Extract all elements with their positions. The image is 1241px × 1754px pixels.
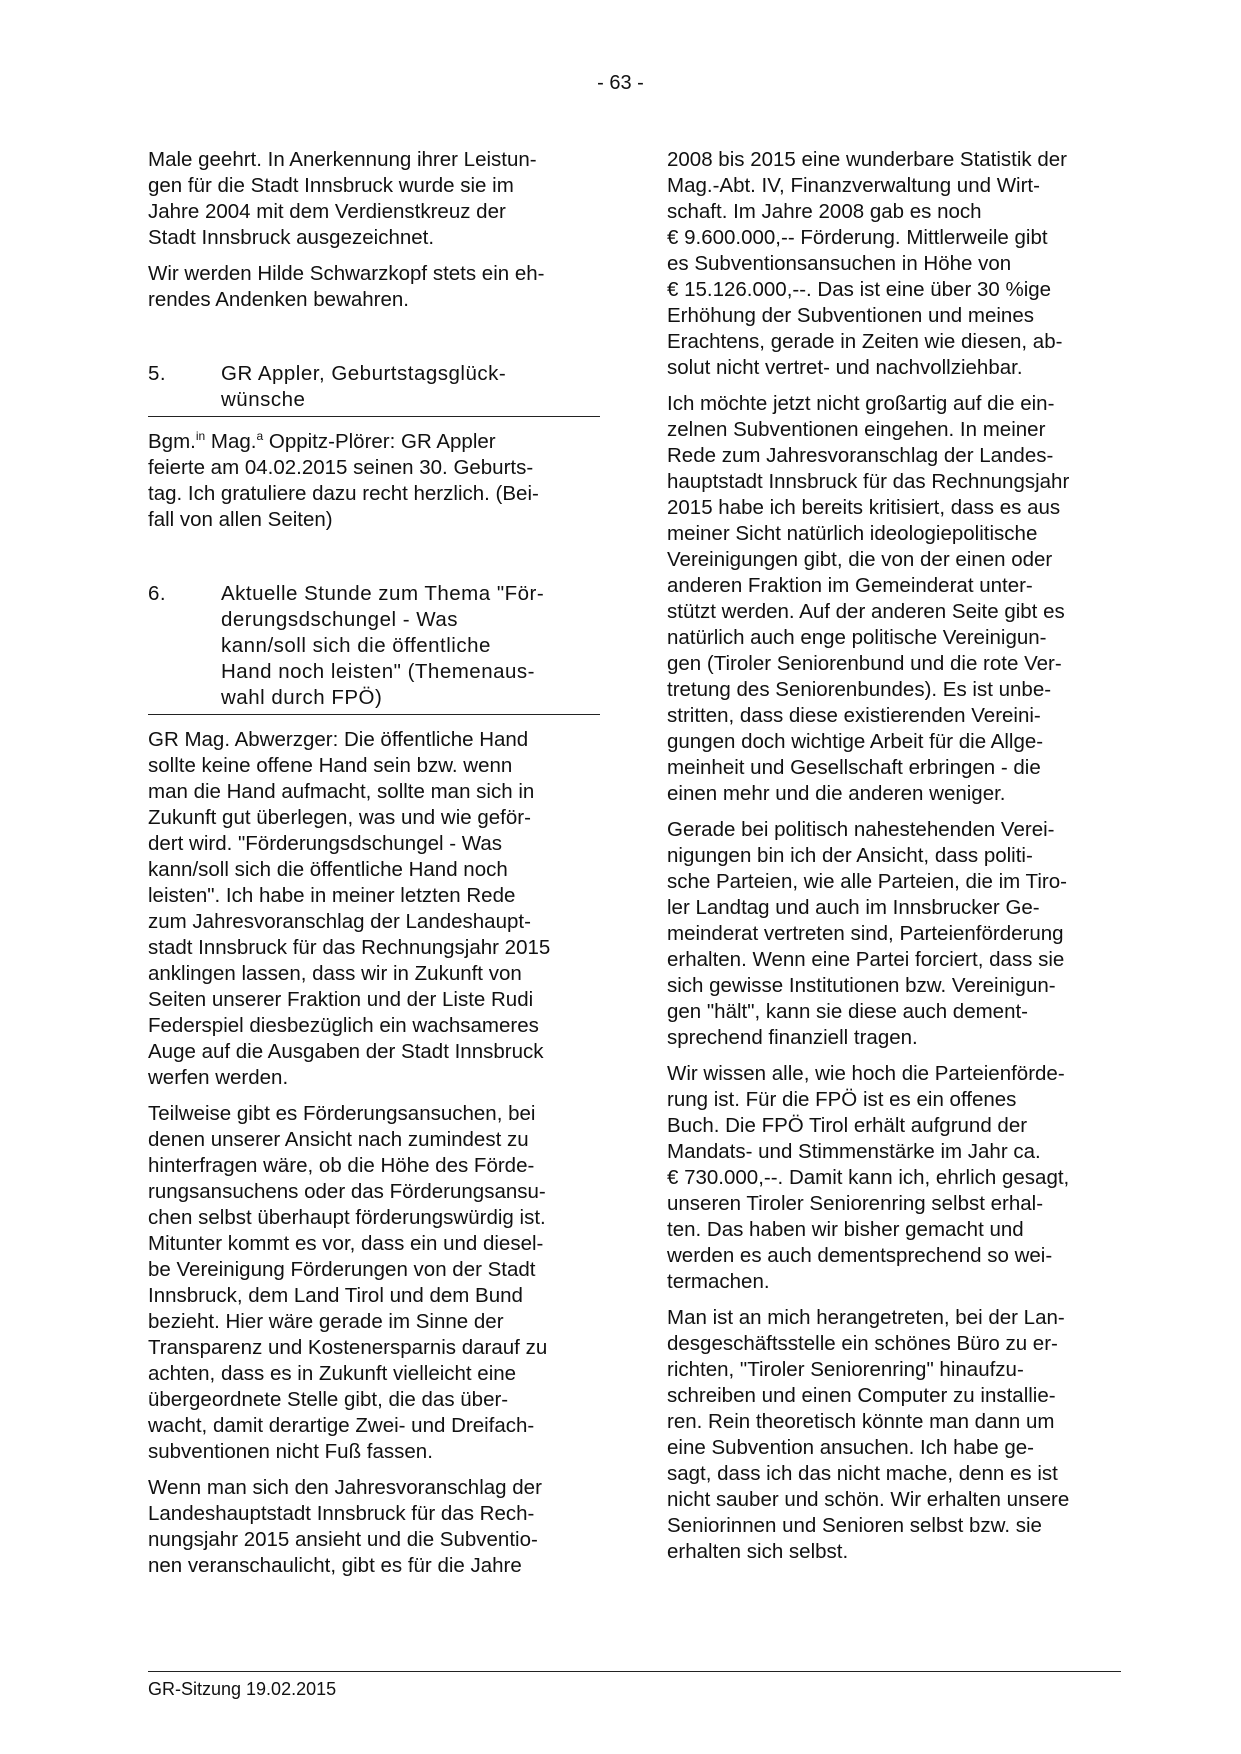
paragraph: Teilweise gibt es Förderungsansuchen, bei denen unserer Ansicht nach zumindest zu hinterfragen wäre, ob die Höhe des Förde- rungsansuchens oder das Förderungsansu- chen selbst überhaupt förderungswürdig ist. Mitunter kommt es vor, dass ein und diesel- be Vereinigung Förderungen von der Stadt Innsbruck, dem Land Tirol und dem Bund bezieht. Hier wäre gerade im Sinne der Transparenz und Kostenersparnis darauf zu achten, dass es in Zukunft vielleicht eine übergeordnete Stelle gibt, die das über- wacht, damit derartige Zwei- und Dreifach- subventionen nicht Fuß fassen.: [148, 1102, 548, 1463]
footer-session-date: GR-Sitzung 19.02.2015: [148, 1679, 337, 1699]
section-title: GR Appler, Geburtstagsglück- wünsche: [221, 362, 507, 411]
paragraph: Male geehrt. In Anerkennung ihrer Leistun- gen für die Stadt Innsbruck wurde sie im Jahre 2004 mit dem Verdienstkreuz der Stadt Innsbruck ausgezeichnet.: [148, 148, 537, 249]
page-number: - 63 -: [597, 72, 644, 94]
paragraph: Wir wissen alle, wie hoch die Parteienförde- rung ist. Für die FPÖ ist es ein offenes Buch. Die FPÖ Tirol erhält aufgrund der Mandats- und Stimmenstärke im Jahr ca. € 730.000,--. Damit kann ich, ehrlich gesagt, unseren Tiroler Seniorenring selbst erhal- ten. Das haben wir bisher gemacht und werden es auch dementsprechend so wei- termachen.: [667, 1062, 1070, 1293]
section-heading-6: [148, 581, 600, 715]
speaker-name: GR Mag. Abwerzger:: [148, 728, 339, 751]
paragraph: Wir werden Hilde Schwarzkopf stets ein eh- rendes Andenken bewahren.: [148, 262, 545, 311]
paragraph: Wenn man sich den Jahresvoranschlag der Landeshauptstadt Innsbruck für das Rech- nungsjahr 2015 ansieht und die Subventio- nen veranschaulicht, gibt es für die Jahre: [148, 1476, 542, 1577]
section-number: 5.: [148, 362, 167, 385]
speaker-name: Bgm.$^{in}$ Mag.$^a$ Oppitz-Plörer:: [148, 429, 396, 453]
left-column: [148, 147, 600, 1589]
section-title: Aktuelle Stunde zum Thema "För- derungsdschungel - Was kann/soll sich die öffentliche Hand noch leisten" (Themenaus- wahl durch FPÖ): [221, 582, 545, 709]
speech-paragraph: Bgm.$^{in}$ Mag.$^a$ Oppitz-Plörer: GR Appler feierte am 04.02.2015 seinen 30. Geburts- tag. Ich gratuliere dazu recht herzlich. (Bei- fall von allen Seiten): [148, 429, 539, 531]
right-column: [667, 147, 1119, 1575]
paragraph: 2008 bis 2015 eine wunderbare Statistik der Mag.-Abt. IV, Finanzverwaltung und Wirt- schaft. Im Jahre 2008 gab es noch € 9.600.000,-- Förderung. Mittlerweile gibt es Subventionsansuchen in Höhe von € 15.126.000,--. Das ist eine über 30 %ige Erhöhung der Subventionen und meines Erachtens, gerade in Zeiten wie diesen, ab- solut nicht vertret- und nachvollziehbar.: [667, 148, 1068, 379]
footer-divider: [148, 1671, 1121, 1672]
speech-paragraph: GR Mag. Abwerzger: Die öffentliche Hand sollte keine offene Hand sein bzw. wenn man die Hand aufmacht, sollte man sich in Zukunft gut überlegen, was und wie geför- dert wird. "Förderungsdschungel - Was kann/soll sich die öffentliche Hand noch leisten". Ich habe in meiner letzten Rede zum Jahresvoranschlag der Landeshaupt- stadt Innsbruck für das Rechnungsjahr 2015 anklingen lassen, dass wir in Zukunft von Seiten unserer Fraktion und der Liste Rudi Federspiel diesbezüglich ein wachsameres Auge auf die Ausgaben der Stadt Innsbruck werfen werden.: [148, 728, 551, 1089]
section-heading-5: [148, 361, 600, 417]
paragraph: Man ist an mich herangetreten, bei der Lan- desgeschäftsstelle ein schönes Büro zu er- richten, "Tiroler Seniorenring" hinaufzu- schreiben und einen Computer zu installie- ren. Rein theoretisch könnte man dann um eine Subvention ansuchen. Ich habe ge- sagt, dass ich das nicht mache, denn es ist nicht sauber und schön. Wir erhalten unsere Seniorinnen und Senioren selbst bzw. sie erhalten sich selbst.: [667, 1306, 1070, 1563]
paragraph: Ich möchte jetzt nicht großartig auf die ein- zelnen Subventionen eingehen. In meiner Rede zum Jahresvoranschlag der Landes- hauptstadt Innsbruck für das Rechnungsjahr 2015 habe ich bereits kritisiert, dass es aus meiner Sicht natürlich ideologiepolitische Vereinigungen gibt, die von der einen oder anderen Fraktion im Gemeinderat unter- stützt werden. Auf der anderen Seite gibt es natürlich auch enge politische Vereinigun- gen (Tiroler Seniorenbund und die rote Ver- tretung des Seniorenbundes). Es ist unbe- stritten, dass diese existierenden Vereini- gungen doch wichtige Arbeit für die Allge- meinheit und Gesellschaft erbringen - die einen mehr und die anderen weniger.: [667, 392, 1070, 805]
paragraph: Gerade bei politisch nahestehenden Verei- nigungen bin ich der Ansicht, dass politi- sche Parteien, wie alle Parteien, die im Tiro- ler Landtag und auch im Innsbrucker Ge- meinderat vertreten sind, Parteienförderung erhalten. Wenn eine Partei forciert, dass sie sich gewisse Institutionen bzw. Vereinigun- gen "hält", kann sie diese auch dement- sprechend finanziell tragen.: [667, 818, 1067, 1049]
section-number: 6.: [148, 582, 167, 605]
